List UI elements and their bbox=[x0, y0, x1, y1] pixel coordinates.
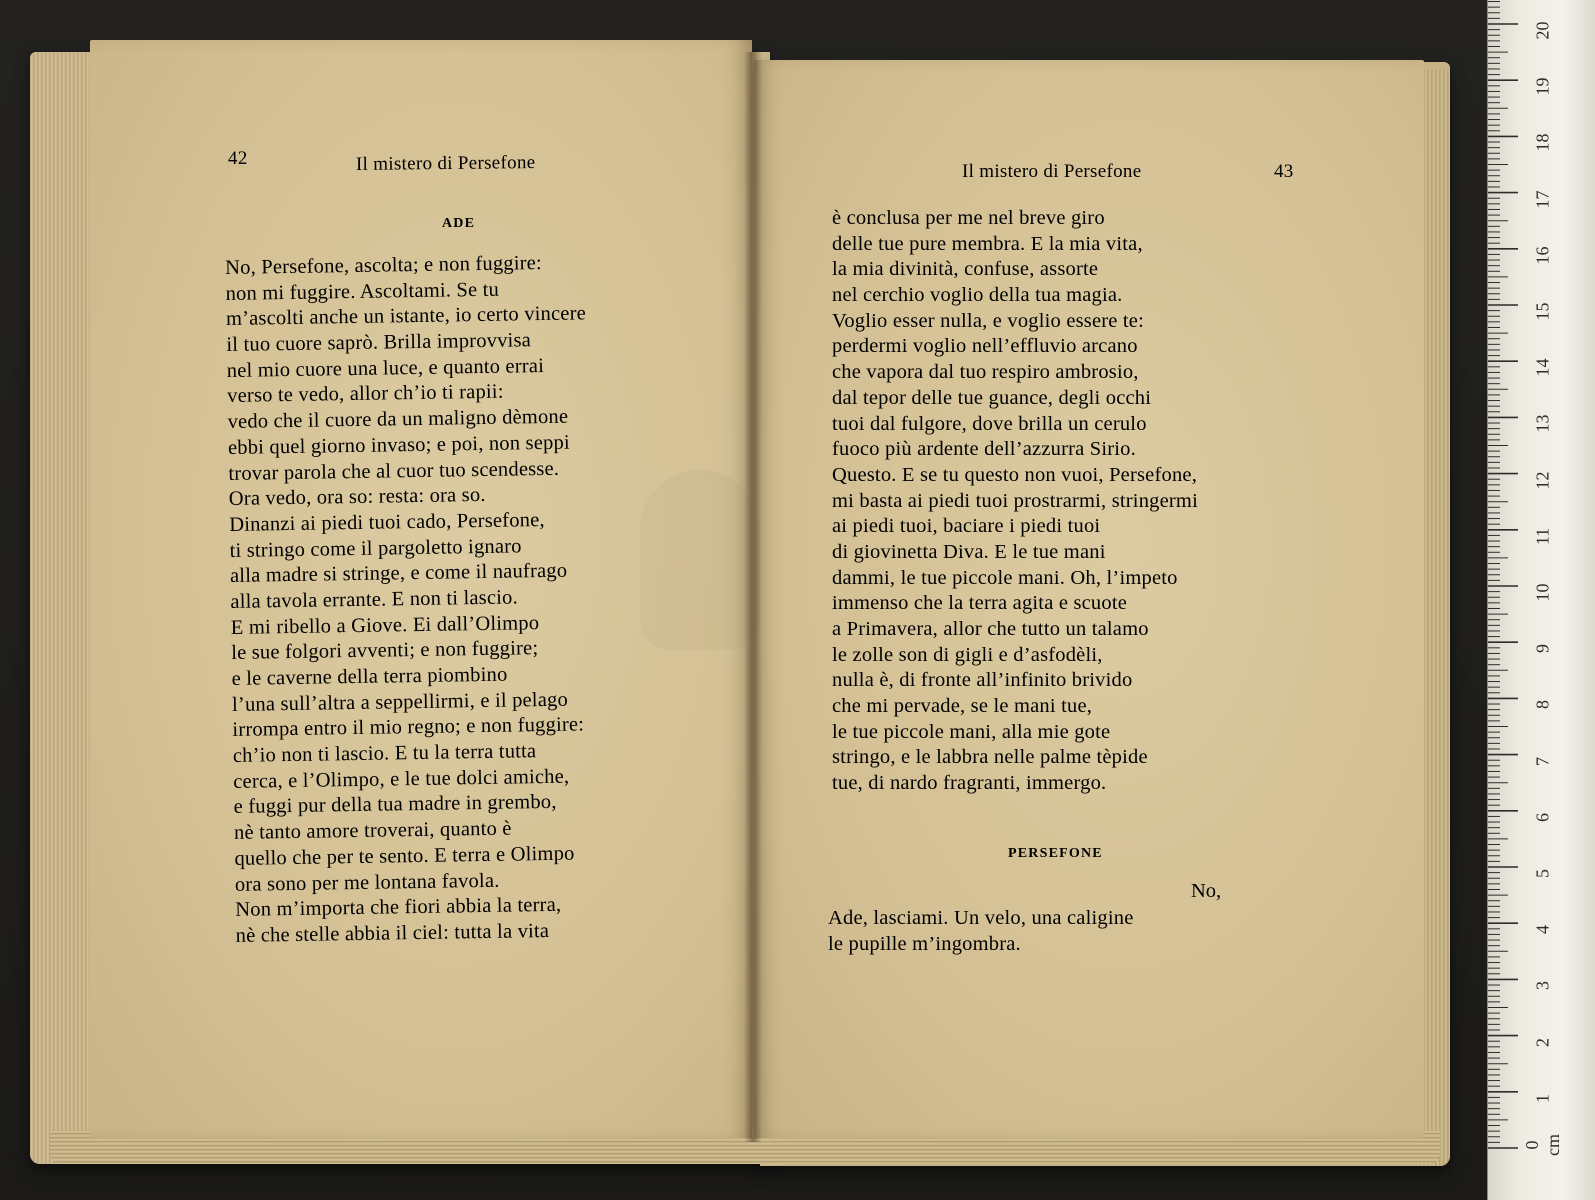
right-verse-line: tuoi dal fulgore, dove brilla un cerulo bbox=[832, 412, 1147, 435]
ruler-cm-label: 11 bbox=[1532, 527, 1553, 545]
right-verse-line: Questo. E se tu questo non vuoi, Persefone, bbox=[832, 463, 1198, 486]
left-verse-line: e fuggi pur della tua madre in grembo, bbox=[233, 791, 557, 819]
ruler-cm-label: 9 bbox=[1532, 644, 1553, 654]
left-verse-line: il tuo cuore saprò. Brilla improvvisa bbox=[226, 329, 532, 357]
ruler-cm-label: 19 bbox=[1532, 77, 1553, 96]
right-verse-line: tue, di nardo fragranti, immergo. bbox=[832, 772, 1107, 795]
right-verse-line: mi basta ai piedi tuoi prostrarmi, stringermi bbox=[832, 489, 1198, 512]
right-verse-line: ai piedi tuoi, baciare i piedi tuoi bbox=[832, 515, 1101, 538]
right-verse-line: fuoco più ardente dell’azzurra Sirio. bbox=[832, 438, 1136, 461]
right-verse-line: che mi pervade, se le mani tue, bbox=[832, 695, 1093, 718]
ruler-cm-label: 16 bbox=[1532, 246, 1553, 265]
left-page-number: 42 bbox=[227, 147, 248, 170]
reply-verse-line: le pupille m’ingombra. bbox=[828, 932, 1021, 955]
left-verse-line: nè tanto amore troverai, quanto è bbox=[233, 817, 512, 845]
ruler-cm-label: 10 bbox=[1532, 583, 1553, 602]
right-verse-line: di giovinetta Diva. E le tue mani bbox=[832, 540, 1106, 563]
reply-verse-block bbox=[828, 906, 1134, 957]
right-verse-line: delle tue pure membra. E la mia vita, bbox=[832, 232, 1143, 255]
right-verse-line: a Primavera, allor che tutto un talamo bbox=[832, 618, 1149, 640]
ruler-cm-label: 17 bbox=[1532, 190, 1553, 209]
left-verse-line: nel mio cuore una luce, e quanto errai bbox=[226, 354, 545, 382]
left-verse-line: Dinanzi ai piedi tuoi cado, Persefone, bbox=[229, 508, 545, 536]
ruler-cm-label: 12 bbox=[1532, 471, 1553, 490]
left-verse-line: ti stringo come il pargoletto ignaro bbox=[229, 534, 522, 562]
right-verse-line: Voglio esser nulla, e voglio essere te: bbox=[832, 309, 1145, 332]
left-running-title: Il mistero di Persefone bbox=[355, 152, 536, 175]
left-verse-line: quello che per te sento. E terra e Olimpo bbox=[234, 842, 575, 870]
ruler-cm-label: 3 bbox=[1532, 981, 1553, 991]
left-verse-line: non mi fuggire. Ascoltami. Se tu bbox=[225, 278, 500, 305]
left-verse-line: l’una sull’altra a seppellirmi, e il pelago bbox=[231, 688, 569, 716]
ruler-cm-label: 4 bbox=[1532, 925, 1553, 935]
ruler-cm-label: 5 bbox=[1532, 869, 1553, 878]
right-verse-line: perdermi voglio nell’effluvio arcano bbox=[832, 335, 1138, 358]
left-verse-line: trovar parola che al cuor tuo scendesse. bbox=[228, 457, 560, 485]
left-verse-line: m’ascolti anche un istante, io certo vincere bbox=[225, 302, 587, 331]
left-verse-line: ch’io non ti lascio. E tu la terra tutta bbox=[232, 740, 537, 767]
ruler-cm-label: 6 bbox=[1532, 812, 1553, 822]
left-verse-line: e le caverne della terra piombino bbox=[231, 663, 508, 690]
left-verse-line: nè che stelle abbia il ciel: tutta la vita bbox=[235, 919, 550, 947]
reply-verse-line: Ade, lasciami. Un velo, una caligine bbox=[828, 907, 1134, 929]
left-verse-line: ora sono per me lontana favola. bbox=[234, 869, 500, 896]
left-verse-line: irrompa entro il mio regno; e non fuggire: bbox=[232, 713, 585, 742]
right-verse-line: è conclusa per me nel breve giro bbox=[832, 207, 1105, 229]
left-verse-line: le sue folgori avventi; e non fuggire; bbox=[231, 637, 539, 665]
left-verse-line: No, Persefone, ascolta; e non fuggire: bbox=[225, 252, 543, 279]
ruler-unit-label: 0 cm bbox=[1522, 1134, 1563, 1156]
right-verse-line: stringo, e le labbra nelle palme tèpide bbox=[832, 746, 1148, 769]
right-verse-line: la mia divinità, confuse, assorte bbox=[832, 258, 1099, 281]
right-running-title: Il mistero di Persefone bbox=[962, 161, 1142, 182]
left-verse-line: Non m’importa che fiori abbia la terra, bbox=[235, 893, 562, 922]
left-verse-block bbox=[225, 250, 596, 949]
right-verse-line: dal tepor delle tue guance, degli occhi bbox=[832, 386, 1152, 409]
speaker-persefone: PERSEFONE bbox=[1008, 846, 1103, 861]
left-verse-line: E mi ribello a Giove. Ei dall’Olimpo bbox=[230, 611, 540, 639]
left-verse-line: Ora vedo, ora so: resta: ora so. bbox=[228, 484, 486, 511]
ruler-cm-label: 1 bbox=[1532, 1093, 1553, 1103]
right-verse-line: che vapora dal tuo respiro ambrosio, bbox=[832, 361, 1139, 384]
left-verse-line: vedo che il cuore da un maligno dèmone bbox=[227, 405, 569, 434]
watermark bbox=[640, 470, 760, 650]
speaker-ade: ADE bbox=[442, 216, 476, 231]
ruler-cm-label: 7 bbox=[1532, 756, 1553, 766]
left-verse-line: ebbi quel giorno invaso; e poi, non seppi bbox=[227, 431, 571, 459]
ruler-cm-label: 13 bbox=[1532, 414, 1553, 433]
ruler-cm-label: 15 bbox=[1532, 302, 1553, 321]
left-verse-line: verso te vedo, allor ch’io ti rapii: bbox=[227, 381, 504, 408]
right-page-number: 43 bbox=[1274, 161, 1294, 182]
ruler-cm-label: 18 bbox=[1532, 133, 1553, 152]
right-verse-line: dammi, le tue piccole mani. Oh, l’impeto bbox=[832, 566, 1178, 589]
ruler-cm-label: 14 bbox=[1532, 358, 1553, 377]
left-verse-line: alla tavola errante. E non ti lascio. bbox=[230, 586, 519, 613]
reply-first-word: No, bbox=[1191, 880, 1222, 902]
ruler-cm-label: 8 bbox=[1532, 700, 1553, 710]
right-verse-line: immenso che la terra agita e scuote bbox=[832, 592, 1128, 615]
right-verse-line: nulla è, di fronte all’infinito brivido bbox=[832, 669, 1133, 692]
right-verse-line: le tue piccole mani, alla mie gote bbox=[832, 720, 1111, 743]
right-verse-block bbox=[832, 206, 1198, 797]
left-verse-line: cerca, e l’Olimpo, e le tue dolci amiche, bbox=[233, 765, 570, 793]
ruler-cm-label: 2 bbox=[1532, 1037, 1553, 1047]
right-verse-line: le zolle son di gigli e d’asfodèli, bbox=[832, 643, 1103, 666]
right-verse-line: nel cerchio voglio della tua magia. bbox=[832, 284, 1123, 307]
left-verse-line: alla madre si stringe, e come il naufrago bbox=[229, 559, 568, 588]
ruler-cm-label: 20 bbox=[1532, 21, 1553, 40]
